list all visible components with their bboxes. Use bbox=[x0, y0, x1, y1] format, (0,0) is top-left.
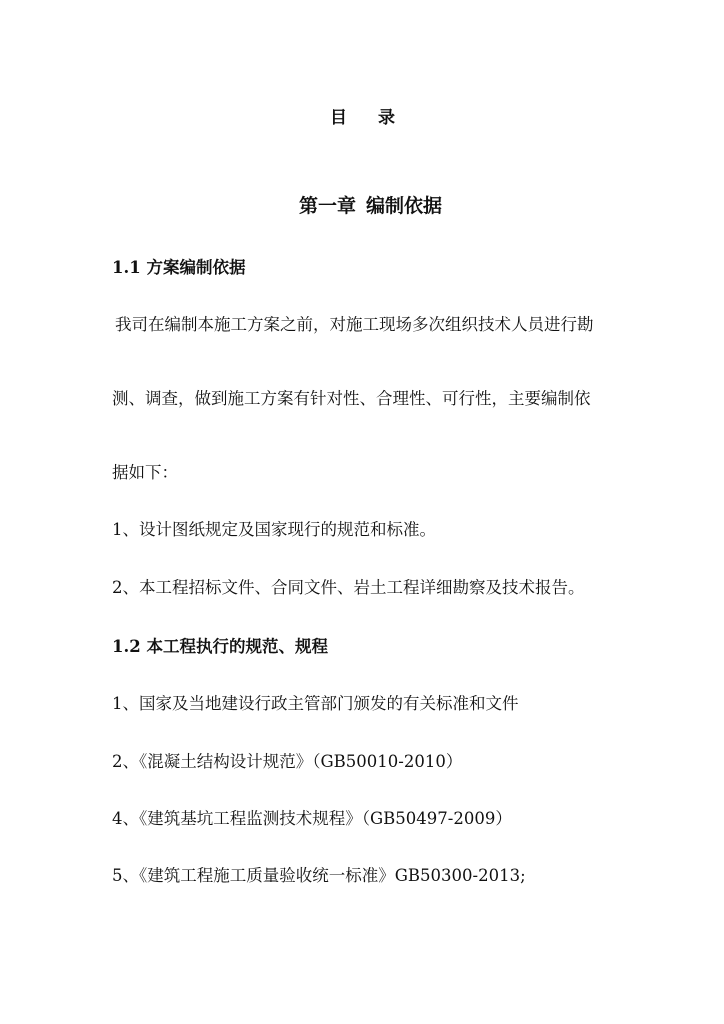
section-2-heading: 1.2 本工程执行的规范、规程 bbox=[112, 637, 328, 656]
toc-title bbox=[330, 108, 396, 128]
section-2-list-item: 2、《混凝土结构设计规范》（GB50010-2010） bbox=[112, 752, 463, 771]
toc-title-char-2: 录 bbox=[378, 108, 396, 128]
chapter-heading bbox=[299, 196, 442, 216]
chapter-number: 第一章 bbox=[299, 195, 357, 217]
toc-title-char-1: 目 bbox=[330, 108, 348, 128]
section-1-paragraph-line-3: 据如下： bbox=[112, 463, 178, 482]
section-1-heading: 1.1 方案编制依据 bbox=[112, 258, 246, 277]
section-1-list-item: 1、设计图纸规定及国家现行的规范和标准。 bbox=[112, 520, 436, 539]
section-1-list-item: 2、本工程招标文件、合同文件、岩土工程详细勘察及技术报告。 bbox=[112, 578, 585, 597]
section-2-list-item: 1、国家及当地建设行政主管部门颁发的有关标准和文件 bbox=[112, 694, 519, 713]
section-2-list-item: 4、《建筑基坑工程监测技术规程》（GB50497-2009） bbox=[112, 809, 512, 828]
section-1-paragraph-line-1: 我司在编制本施工方案之前，对施工现场多次组织技术人员进行勘 bbox=[115, 315, 594, 334]
section-1-paragraph-line-2: 测、调查，做到施工方案有针对性、合理性、可行性，主要编制依 bbox=[112, 389, 591, 408]
section-2-list-item: 5、《建筑工程施工质量验收统一标准》GB50300-2013; bbox=[112, 866, 526, 885]
chapter-title: 编制依据 bbox=[366, 195, 443, 217]
